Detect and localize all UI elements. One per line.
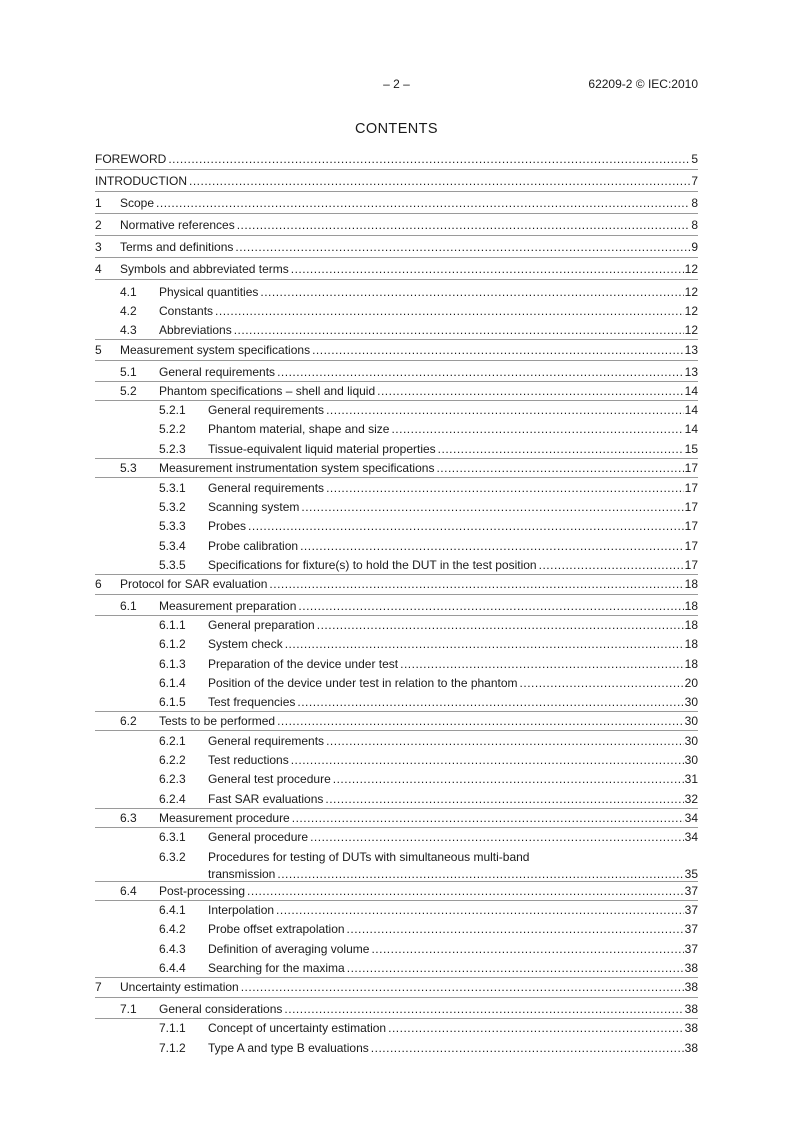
toc-entry-text: Interpolation (208, 903, 275, 917)
toc-entry-text: Measurement system specifications (120, 343, 311, 357)
toc-entry-text-continued: transmission (208, 867, 276, 881)
toc-entry-5-1[interactable] (0, 364, 793, 382)
toc-entry-text: Position of the device under test in relation to the phantom (208, 676, 518, 690)
row-separator (95, 977, 698, 978)
toc-entry-6-2-4[interactable] (0, 791, 793, 809)
toc-entry-number: 6.1.4 (159, 676, 186, 690)
dot-leader (285, 636, 684, 652)
toc-entry-number: 4.3 (120, 323, 137, 337)
dot-leader (189, 173, 690, 189)
toc-entry-page: 8 (691, 218, 698, 232)
row-separator (95, 711, 698, 712)
toc-entry-page: 37 (684, 884, 698, 898)
toc-entry-page: 12 (684, 262, 698, 276)
toc-entry-number: 4.2 (120, 304, 137, 318)
page-title: CONTENTS (355, 121, 438, 137)
dot-leader (326, 733, 684, 749)
toc-entry-5-2-2[interactable] (0, 421, 793, 439)
row-separator (95, 279, 698, 280)
toc-entry-3[interactable] (0, 239, 793, 257)
toc-entry-page: 9 (691, 240, 698, 254)
toc-entry-foreword[interactable] (0, 151, 793, 169)
toc-entry-5[interactable] (0, 342, 793, 360)
toc-entry-number: 5.3.4 (159, 539, 186, 553)
toc-entry-page: 31 (684, 772, 698, 786)
toc-entry-text: Protocol for SAR evaluation (120, 577, 268, 591)
toc-entry-6-2-1[interactable] (0, 733, 793, 751)
toc-entry-page: 13 (684, 365, 698, 379)
toc-entry-number: 6.1.2 (159, 637, 186, 651)
toc-entry-number: 1 (95, 196, 102, 210)
dot-leader (438, 441, 684, 457)
toc-entry-page: 14 (684, 422, 698, 436)
toc-entry-number: 6.2.2 (159, 753, 186, 767)
toc-entry-6-2-2[interactable] (0, 752, 793, 770)
toc-entry-5-3-1[interactable] (0, 480, 793, 498)
toc-entry-text: General considerations (159, 1002, 283, 1016)
dot-leader (388, 1020, 684, 1036)
row-separator (95, 615, 698, 616)
row-separator (95, 191, 698, 192)
dot-leader (156, 195, 690, 211)
toc-entry-text: Tests to be performed (159, 714, 276, 728)
toc-entry-6-4-2[interactable] (0, 921, 793, 939)
toc-entry-6-1-2[interactable] (0, 636, 793, 654)
dot-leader (291, 261, 684, 277)
toc-entry-number: 6 (95, 577, 102, 591)
toc-entry-text: Physical quantities (159, 285, 259, 299)
toc-entry-page: 12 (684, 323, 698, 337)
toc-entry-text: General requirements (159, 365, 276, 379)
row-separator (95, 881, 698, 882)
toc-entry-page: 20 (684, 676, 698, 690)
toc-entry-page: 38 (684, 961, 698, 975)
toc-entry-2[interactable] (0, 217, 793, 235)
toc-entry-6-1[interactable] (0, 598, 793, 616)
toc-entry-page: 30 (684, 714, 698, 728)
toc-entry-number: 5.3.5 (159, 558, 186, 572)
page-header (95, 77, 698, 93)
row-separator (95, 458, 698, 459)
toc-entry-number: 6.4.1 (159, 903, 186, 917)
toc-entry-number: 5.3.3 (159, 519, 186, 533)
toc-entry-text: Uncertainty estimation (120, 980, 239, 994)
toc-entry-text: Probe calibration (208, 539, 299, 553)
toc-entry-5-3-5[interactable] (0, 557, 793, 575)
toc-entry-page: 38 (684, 1002, 698, 1016)
toc-entry-5-2[interactable] (0, 383, 793, 401)
row-separator (95, 400, 698, 401)
toc-entry-page: 37 (684, 922, 698, 936)
toc-entry-number: 5.3.2 (159, 500, 186, 514)
toc-entry-4-2[interactable] (0, 303, 793, 321)
dot-leader (400, 656, 684, 672)
toc-entry-number: 6.1.3 (159, 657, 186, 671)
row-separator (95, 808, 698, 809)
toc-entry-page: 30 (684, 695, 698, 709)
dot-leader (539, 557, 684, 573)
toc-entry-6-1-3[interactable] (0, 656, 793, 674)
toc-entry-4-3[interactable] (0, 322, 793, 340)
dot-leader (520, 675, 684, 691)
dot-leader (277, 713, 684, 729)
dot-leader (297, 694, 683, 710)
row-separator (95, 574, 698, 575)
row-separator (95, 997, 698, 998)
toc-entry-6-3[interactable] (0, 810, 793, 828)
toc-entry-number: 5.2.3 (159, 442, 186, 456)
dot-leader (247, 883, 684, 899)
toc-entry-6-4-3[interactable] (0, 941, 793, 959)
toc-entry-number: 3 (95, 240, 102, 254)
toc-entry-5-3-4[interactable] (0, 538, 793, 556)
toc-entry-number: 5.3 (120, 461, 137, 475)
toc-entry-text: General requirements (208, 403, 325, 417)
dot-leader (276, 902, 684, 918)
toc-entry-4-1[interactable] (0, 284, 793, 302)
toc-entry-number: 6.4.2 (159, 922, 186, 936)
toc-entry-number: 7 (95, 980, 102, 994)
toc-entry-text: Concept of uncertainty estimation (208, 1021, 387, 1035)
toc-entry-5-3[interactable] (0, 460, 793, 478)
toc-entry-text: Probes (208, 519, 247, 533)
toc-entry-introduction[interactable] (0, 173, 793, 191)
toc-entry-page: 12 (684, 304, 698, 318)
dot-leader (326, 402, 684, 418)
toc-entry-text: General test procedure (208, 772, 331, 786)
toc-entry-text: Abbreviations (159, 323, 232, 337)
toc-entry-number: 6.2 (120, 714, 137, 728)
toc-entry-text: Tissue-equivalent liquid material properties (208, 442, 436, 456)
dot-leader (300, 538, 684, 554)
toc-entry-4[interactable] (0, 261, 793, 279)
toc-entry-6-4-4[interactable] (0, 960, 793, 978)
toc-entry-number: 5.3.1 (159, 481, 186, 495)
toc-entry-number: 6.4.4 (159, 961, 186, 975)
toc-entry-text: Terms and definitions (120, 240, 234, 254)
toc-entry-page: 17 (684, 519, 698, 533)
row-separator (95, 360, 698, 361)
toc-entry-5-2-3[interactable] (0, 441, 793, 459)
toc-entry-number: 5.2.1 (159, 403, 186, 417)
dot-leader (317, 617, 684, 633)
dot-leader (371, 941, 683, 957)
toc-entry-text: Probe offset extrapolation (208, 922, 345, 936)
toc-entry-text: Preparation of the device under test (208, 657, 399, 671)
toc-entry-page: 37 (684, 942, 698, 956)
row-separator (95, 900, 698, 901)
toc-entry-text: Procedures for testing of DUTs with simultaneous multi-band (208, 850, 530, 864)
toc-entry-number: 5.2.2 (159, 422, 186, 436)
toc-entry-7-1[interactable] (0, 1001, 793, 1019)
toc-entry-5-3-2[interactable] (0, 499, 793, 517)
toc-entry-number: 6.1 (120, 599, 137, 613)
dot-leader (235, 239, 690, 255)
toc-entry-number: 7.1.1 (159, 1021, 186, 1035)
toc-entry-text: General requirements (208, 481, 325, 495)
document-id: 62209-2 © IEC:2010 (588, 77, 698, 91)
dot-leader (234, 322, 684, 338)
toc-entry-text: Phantom material, shape and size (208, 422, 390, 436)
dot-leader (298, 598, 683, 614)
toc-entry-page: 13 (684, 343, 698, 357)
toc-entry-6-2-3[interactable] (0, 771, 793, 789)
toc-entry-number: 7.1 (120, 1002, 137, 1016)
toc-entry-6[interactable] (0, 576, 793, 594)
row-separator (95, 477, 698, 478)
dot-leader (241, 979, 684, 995)
toc-entry-number: 6.4 (120, 884, 137, 898)
toc-entry-6-4-1[interactable] (0, 902, 793, 920)
toc-entry-number: 6.2.1 (159, 734, 186, 748)
toc-entry-1[interactable] (0, 195, 793, 213)
toc-entry-text: Definition of averaging volume (208, 942, 370, 956)
toc-entry-number: 7.1.2 (159, 1041, 186, 1055)
toc-entry-page: 8 (691, 196, 698, 210)
toc-entry-page: 38 (684, 1021, 698, 1035)
dot-leader (215, 303, 684, 319)
toc-entry-page: 17 (684, 461, 698, 475)
dot-leader (391, 421, 683, 437)
row-separator (95, 827, 698, 828)
toc-entry-number: 6.2.4 (159, 792, 186, 806)
toc-entry-number: 6.2.3 (159, 772, 186, 786)
toc-entry-number: 2 (95, 218, 102, 232)
dot-leader (312, 342, 684, 358)
toc-entry-page: 18 (684, 599, 698, 613)
toc-entry-page: 5 (691, 152, 698, 166)
toc-entry-number: 6.3 (120, 811, 137, 825)
dot-leader (291, 752, 684, 768)
toc-entry-number: 5 (95, 343, 102, 357)
toc-entry-page: 14 (684, 403, 698, 417)
toc-entry-page: 17 (684, 539, 698, 553)
toc-entry-text: General requirements (208, 734, 325, 748)
toc-entry-text: Measurement procedure (159, 811, 290, 825)
toc-entry-page: 30 (684, 753, 698, 767)
toc-entry-6-1-5[interactable] (0, 694, 793, 712)
toc-entry-6-1-1[interactable] (0, 617, 793, 635)
toc-entry-text: Constants (159, 304, 214, 318)
dot-leader (284, 1001, 683, 1017)
dot-leader (310, 829, 684, 845)
toc-entry-page: 37 (684, 903, 698, 917)
toc-entry-text: Test frequencies (208, 695, 296, 709)
dot-leader (333, 771, 684, 787)
toc-entry-page: 34 (684, 830, 698, 844)
dot-leader (371, 1040, 684, 1056)
toc-entry-text: Post-processing (159, 884, 246, 898)
toc-entry-text: Specifications for fixture(s) to hold the DUT in the test position (208, 558, 537, 572)
row-separator (95, 257, 698, 258)
toc-entry-6-3-2[interactable] (0, 849, 793, 885)
toc-entry-page: 12 (684, 285, 698, 299)
toc-entry-page: 7 (691, 174, 698, 188)
dot-leader (277, 364, 684, 380)
toc-entry-text: Type A and type B evaluations (208, 1041, 369, 1055)
toc-entry-number: 5.2 (120, 384, 137, 398)
toc-entry-page: 18 (684, 618, 698, 632)
row-separator (95, 730, 698, 731)
toc-entry-number: 6.4.3 (159, 942, 186, 956)
toc-entry-7-1-2[interactable] (0, 1040, 793, 1058)
dot-leader (277, 866, 683, 882)
toc-entry-page: 18 (684, 577, 698, 591)
toc-entry-number: 6.3.2 (159, 850, 186, 864)
dot-leader (377, 383, 684, 399)
toc-entry-text: System check (208, 637, 283, 651)
toc-entry-page: 17 (684, 481, 698, 495)
toc-entry-page: 17 (684, 500, 698, 514)
toc-entry-6-4[interactable] (0, 883, 793, 901)
toc-entry-page: 38 (684, 980, 698, 994)
row-separator (95, 381, 698, 382)
toc-entry-text: General preparation (208, 618, 315, 632)
toc-entry-number: 5.1 (120, 365, 137, 379)
dot-leader (248, 518, 684, 534)
toc-entry-text: Phantom specifications – shell and liquid (159, 384, 376, 398)
toc-entry-page: 17 (684, 558, 698, 572)
dot-leader (269, 576, 683, 592)
dot-leader (347, 960, 684, 976)
toc-entry-5-2-1[interactable] (0, 402, 793, 420)
toc-entry-page: 15 (684, 442, 698, 456)
dot-leader (325, 791, 683, 807)
row-separator (95, 213, 698, 214)
toc-entry-text: Test reductions (208, 753, 289, 767)
dot-leader (260, 284, 683, 300)
row-separator (95, 339, 698, 340)
page-number: – 2 – (383, 77, 410, 91)
toc-entry-6-3-1[interactable] (0, 829, 793, 847)
toc-entry-7-1-1[interactable] (0, 1020, 793, 1038)
toc-entry-7[interactable] (0, 979, 793, 997)
toc-entry-text: Symbols and abbreviated terms (120, 262, 289, 276)
dot-leader (436, 460, 683, 476)
row-separator (95, 1018, 698, 1019)
dot-leader (347, 921, 684, 937)
dot-leader (237, 217, 691, 233)
toc-entry-number: 6.1.1 (159, 618, 186, 632)
toc-entry-page: 30 (684, 734, 698, 748)
toc-entry-page: 32 (684, 792, 698, 806)
toc-entry-text: Normative references (120, 218, 235, 232)
toc-entry-page: 14 (684, 384, 698, 398)
toc-entry-text: Scanning system (208, 500, 300, 514)
row-separator (95, 235, 698, 236)
toc-entry-page: 38 (684, 1041, 698, 1055)
toc-entry-text: INTRODUCTION (95, 174, 187, 188)
toc-entry-page: 35 (684, 867, 698, 881)
toc-entry-6-1-4[interactable] (0, 675, 793, 693)
toc-entry-6-2[interactable] (0, 713, 793, 731)
row-separator (95, 594, 698, 595)
toc-entry-text: FOREWORD (95, 152, 167, 166)
dot-leader (168, 151, 690, 167)
row-separator (95, 169, 698, 170)
toc-entry-number: 4 (95, 262, 102, 276)
toc-entry-number: 4.1 (120, 285, 137, 299)
dot-leader (326, 480, 684, 496)
toc-entry-text: Measurement instrumentation system specifications (159, 461, 435, 475)
toc-entry-text: Scope (120, 196, 155, 210)
toc-entry-number: 6.1.5 (159, 695, 186, 709)
toc-entry-page: 18 (684, 637, 698, 651)
toc-entry-page: 34 (684, 811, 698, 825)
dot-leader (301, 499, 683, 515)
dot-leader (292, 810, 684, 826)
toc-entry-number: 6.3.1 (159, 830, 186, 844)
toc-entry-text: Fast SAR evaluations (208, 792, 324, 806)
toc-entry-text: Measurement preparation (159, 599, 297, 613)
toc-entry-text: Searching for the maxima (208, 961, 345, 975)
toc-entry-text: General procedure (208, 830, 309, 844)
toc-entry-5-3-3[interactable] (0, 518, 793, 536)
toc-entry-page: 18 (684, 657, 698, 671)
